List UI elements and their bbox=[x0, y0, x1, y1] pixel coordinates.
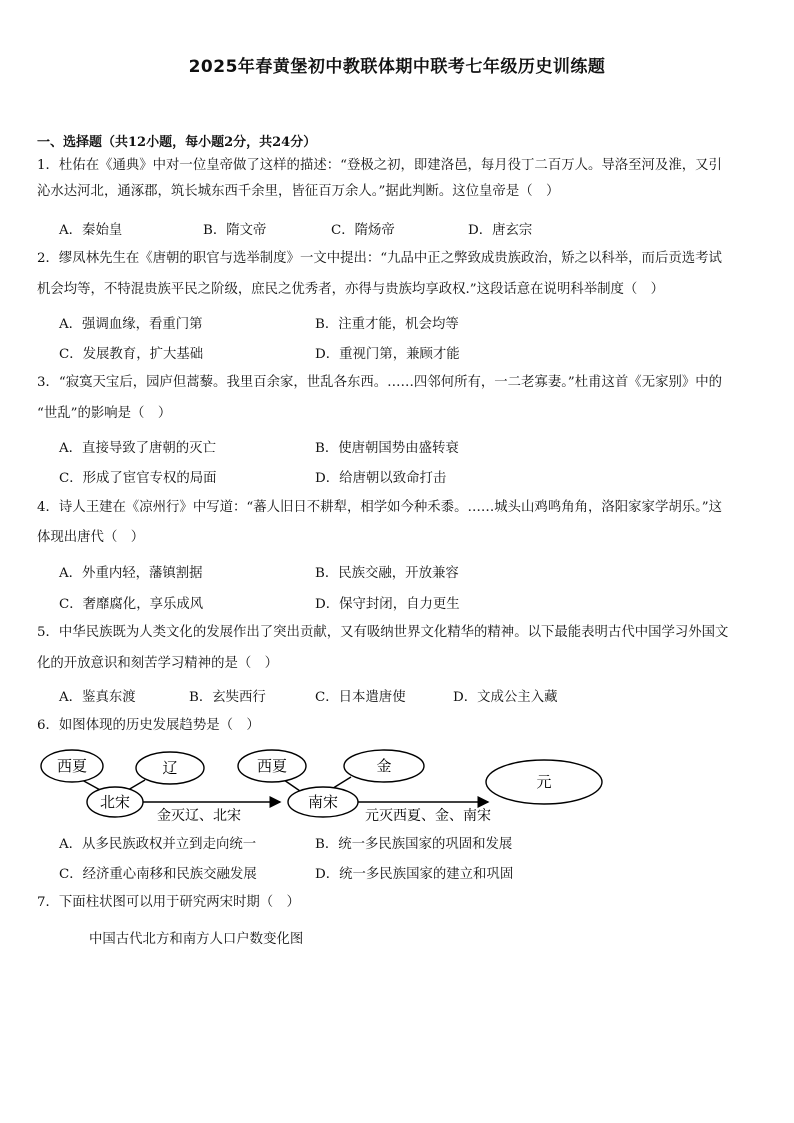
q4-option-a[interactable]: A．外重内轻，藩镇割据 bbox=[59, 566, 203, 581]
connector-line bbox=[128, 780, 145, 790]
q2-option-c[interactable]: C．发展教育，扩大基础 bbox=[59, 347, 204, 362]
q1-option-b[interactable]: B．隋文帝 bbox=[203, 223, 267, 238]
q7-stem-line1: 7．下面柱状图可以用于研究两宋时期（ ） bbox=[37, 895, 300, 910]
q3-stem-line1: 3．“寂寞天宝后，园庐但蒿藜。我里百余家，世乱各东西。……四邻何所有，一二老寡妻。”杜甫这首《无家别》中的 bbox=[37, 375, 723, 390]
q5-stem-line2: 化的开放意识和刻苦学习精神的是（ ） bbox=[37, 656, 279, 671]
q5-option-a[interactable]: A．鉴真东渡 bbox=[59, 690, 136, 705]
label-xixia: 西夏 bbox=[56, 757, 88, 775]
q5-option-b[interactable]: B．玄奘西行 bbox=[189, 690, 266, 705]
q5-stem-line1: 5．中华民族既为人类文化的发展作出了突出贡献，又有吸纳世界文化精华的精神。以下最能表明古代中国学习外国文 bbox=[37, 625, 729, 640]
q3-stem-line2: “世乱”的影响是（ ） bbox=[37, 406, 172, 421]
label-arrow-1: 金灭辽、北宋 bbox=[157, 808, 241, 824]
section-heading: 一、选择题（共12小题，每小题2分，共24分） bbox=[37, 135, 317, 150]
q4-option-b[interactable]: B．民族交融，开放兼容 bbox=[315, 566, 459, 581]
connector-line bbox=[284, 780, 300, 791]
q6-option-a[interactable]: A．从多民族政权并立到走向统一 bbox=[59, 837, 257, 852]
label-yuan: 元 bbox=[536, 773, 552, 791]
label-jin: 金 bbox=[376, 757, 392, 775]
q6-stem-line1: 6．如图体现的历史发展趋势是（ ） bbox=[37, 718, 260, 733]
q5-option-c[interactable]: C．日本遣唐使 bbox=[315, 690, 406, 705]
q6-option-b[interactable]: B．统一多民族国家的巩固和发展 bbox=[315, 837, 513, 852]
q4-option-d[interactable]: D．保守封闭，自力更生 bbox=[315, 597, 460, 612]
q1-stem-line2: 沁水达河北，通涿郡，筑长城东西千余里，皆征百万余人。”据此判断。这位皇帝是（ ） bbox=[37, 184, 560, 199]
q4-stem-line1: 4．诗人王建在《凉州行》中写道：“蕃人旧日不耕犁，相学如今种禾黍。……城头山鸡鸣角角，洛阳家家学胡乐。”这 bbox=[37, 500, 723, 515]
q5-option-d[interactable]: D．文成公主入藏 bbox=[453, 690, 558, 705]
q1-option-d[interactable]: D．唐玄宗 bbox=[468, 223, 533, 238]
label-nansong: 南宋 bbox=[307, 793, 339, 811]
exam-title: 2025年春黄堡初中教联体期中联考七年级历史训练题 bbox=[188, 57, 606, 77]
q3-option-d[interactable]: D．给唐朝以致命打击 bbox=[315, 471, 447, 486]
label-liao: 辽 bbox=[162, 759, 178, 777]
label-beisong: 北宋 bbox=[99, 793, 131, 811]
q3-option-a[interactable]: A．直接导致了唐朝的灭亡 bbox=[59, 441, 216, 456]
q6-option-c[interactable]: C．经济重心南移和民族交融发展 bbox=[59, 867, 257, 882]
q3-option-b[interactable]: B．使唐朝国势由盛转衰 bbox=[315, 441, 459, 456]
q3-option-c[interactable]: C．形成了宦官专权的局面 bbox=[59, 471, 217, 486]
dynasty-diagram bbox=[38, 746, 608, 824]
label-xixia-2: 西夏 bbox=[256, 757, 288, 775]
q2-option-b[interactable]: B．注重才能，机会均等 bbox=[315, 317, 459, 332]
q2-stem-line1: 2．缪凤林先生在《唐朝的职官与选举制度》一文中提出：“九品中正之弊致成贵族政治，矫之以科举，而后贡选考试 bbox=[37, 251, 722, 266]
q2-option-d[interactable]: D．重视门第，兼顾才能 bbox=[315, 347, 460, 362]
q4-stem-line2: 体现出唐代（ ） bbox=[37, 530, 145, 545]
q7-chart-caption: 中国古代北方和南方人口户数变化图 bbox=[89, 932, 304, 947]
q2-option-a[interactable]: A．强调血缘，看重门第 bbox=[59, 317, 203, 332]
q2-stem-line2: 机会均等，不特混贵族平民之阶级，庶民之优秀者，亦得与贵族均享政权.”这段话意在说明科举制度（ ） bbox=[37, 282, 665, 297]
q6-option-d[interactable]: D．统一多民族国家的建立和巩固 bbox=[315, 867, 514, 882]
q4-option-c[interactable]: C．奢靡腐化，享乐成风 bbox=[59, 597, 204, 612]
q1-option-c[interactable]: C．隋炀帝 bbox=[331, 223, 395, 238]
label-arrow-2: 元灭西夏、金、南宋 bbox=[365, 808, 491, 824]
q1-stem-line1: 1．杜佑在《通典》中对一位皇帝做了这样的描述：“登极之初，即建洛邑，每月役丁二百万人。导洛至河及淮，又引 bbox=[37, 158, 722, 173]
q1-option-a[interactable]: A．秦始皇 bbox=[59, 223, 123, 238]
